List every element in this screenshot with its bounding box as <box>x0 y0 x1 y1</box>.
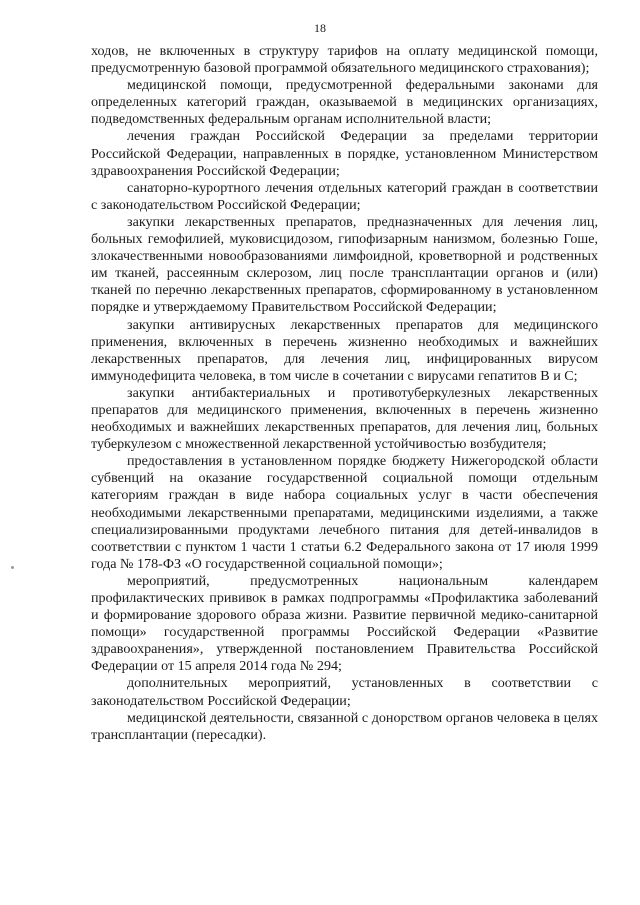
paragraph-vaccination-events: мероприятий, предусмотренных национальным календарем профилактических прививок в рамках подпрограммы «Профилактика заболеваний и формирование здорового образа жизни. Развитие первичной медико-санитарной помощи» государственной программы Российской Федерации «Развитие здравоохранения», утвержденной постановлением Правительства Российской Федерации от 15 апреля 2014 года № 294; <box>91 572 598 675</box>
paragraph-treatment-abroad: лечения граждан Российской Федерации за пределами территории Российской Федерации, направленных в порядке, установленном Министерством здравоохранения Российской Федерации; <box>91 128 598 179</box>
paragraph-sanatorium-treatment: санаторно-курортного лечения отдельных категорий граждан в соответствии с законодательством Российской Федерации; <box>91 179 598 213</box>
paragraph-additional-events: дополнительных мероприятий, установленных в соответствии с законодательством Российской Федерации; <box>91 675 598 709</box>
document-body <box>91 43 598 744</box>
paragraph-drug-purchases: закупки лекарственных препаратов, предназначенных для лечения лиц, больных гемофилией, муковисцидозом, гипофизарным нанизмом, болезнью Гоше, злокачественными новообразованиями лимфоидной, кроветворной и родственных им тканей, рассеянным склерозом, лиц после трансплантации органов и (или) тканей по перечню лекарственных препаратов, сформированному в установленном порядке и утверждаемому Правительством Российской Федерации; <box>91 213 598 316</box>
paragraph-organ-donation: медицинской деятельности, связанной с донорством органов человека в целях трансплантации (пересадки). <box>91 709 598 743</box>
page-number: 18 <box>314 21 326 35</box>
paragraph-federal-laws-care: медицинской помощи, предусмотренной федеральными законами для определенных категорий граждан, оказываемой в медицинских организациях, подведомственных федеральным органам исполнительной власти; <box>91 77 598 128</box>
paragraph-antibacterial-drugs: закупки антибактериальных и противотуберкулезных лекарственных препаратов для медицинского применения, включенных в перечень жизненно необходимых и важнейших лекарственных препаратов, для лечения лиц, больных туберкулезом с множественной лекарственной устойчивостью возбудителя; <box>91 384 598 453</box>
paragraph-continuation: ходов, не включенных в структуру тарифов на оплату медицинской помощи, предусмотренную базовой программой обязательного медицинского страхования); <box>91 43 598 77</box>
paragraph-subventions: предоставления в установленном порядке бюджету Нижегородской области субвенций на оказание государственной социальной помощи отдельным категориям граждан в виде набора социальных услуг в части обеспечения необходимыми лекарственными препаратами, медицинскими изделиями, а также специализированными продуктами лечебного питания для детей-инвалидов в соответствии с пунктом 1 части 1 статьи 6.2 Федерального закона от 17 июля 1999 года № 178-ФЗ «О государственной социальной помощи»; <box>91 453 598 572</box>
margin-mark <box>11 566 14 569</box>
paragraph-antiviral-drugs: закупки антивирусных лекарственных препаратов для медицинского применения, включенных в перечень жизненно необходимых и важнейших лекарственных препаратов, для лечения лиц, инфицированных вирусом иммунодефицита человека, в том числе в сочетании с вирусами гепатитов В и С; <box>91 316 598 384</box>
